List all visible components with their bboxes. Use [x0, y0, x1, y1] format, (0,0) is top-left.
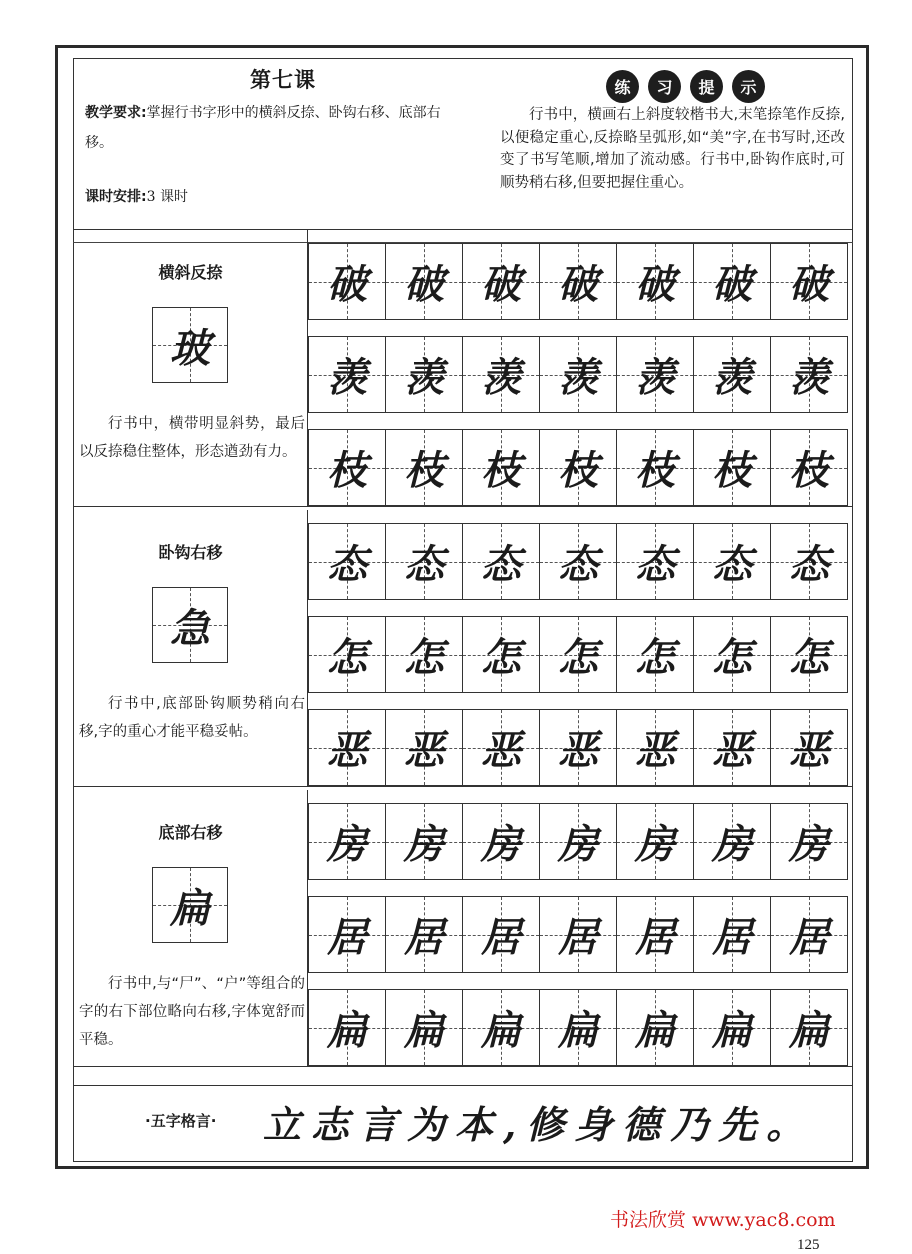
practice-cell — [463, 710, 540, 785]
model-character-box — [152, 587, 228, 663]
practice-character: 态 — [789, 541, 829, 588]
practice-character: 居 — [712, 914, 752, 961]
schedule-text: 3 课时 — [146, 189, 188, 205]
practice-character: 怎 — [481, 634, 521, 681]
practice-character: 恶 — [635, 727, 675, 774]
section-explanation — [73, 510, 308, 786]
practice-cell — [309, 990, 386, 1065]
practice-character: 态 — [327, 541, 367, 588]
practice-cell — [386, 804, 463, 879]
practice-cell — [386, 244, 463, 319]
watermark-link[interactable]: 书法欣赏 www.yac8.com — [610, 1209, 836, 1231]
practice-character: 房 — [789, 821, 829, 868]
practice-character: 扁 — [558, 1007, 598, 1054]
practice-cell — [386, 990, 463, 1065]
page-number: 125 — [797, 1237, 820, 1253]
practice-cell — [694, 337, 771, 412]
practice-character: 扁 — [404, 1007, 444, 1054]
practice-character: 破 — [635, 261, 675, 308]
practice-character: 羡 — [327, 354, 367, 401]
practice-character: 枝 — [635, 447, 675, 494]
practice-cell — [617, 337, 694, 412]
practice-character: 枝 — [789, 447, 829, 494]
practice-character: 破 — [558, 261, 598, 308]
schedule-label: 课时安排: — [85, 189, 147, 205]
practice-cell — [540, 617, 617, 692]
section-explanation — [73, 790, 308, 1066]
lesson-header — [73, 58, 853, 230]
practice-character: 枝 — [327, 447, 367, 494]
practice-row — [308, 709, 848, 786]
practice-character: 态 — [404, 541, 444, 588]
practice-character: 房 — [635, 821, 675, 868]
row-spacer — [308, 693, 848, 709]
practice-character: 居 — [635, 914, 675, 961]
row-spacer — [308, 973, 848, 989]
practice-cell — [463, 337, 540, 412]
practice-cell — [309, 244, 386, 319]
section-explanation — [73, 230, 308, 506]
practice-character: 破 — [789, 261, 829, 308]
practice-character: 怎 — [327, 634, 367, 681]
practice-cell — [309, 524, 386, 599]
practice-character: 恶 — [789, 727, 829, 774]
practice-character: 破 — [327, 261, 367, 308]
practice-cell — [694, 524, 771, 599]
proverb-label: ·五字格言· — [145, 1112, 217, 1130]
requirements-text: 掌握行书字形中的横斜反捺、卧钩右移、底部右移。 — [85, 105, 441, 151]
practice-cell — [540, 430, 617, 505]
practice-cell — [771, 617, 847, 692]
section-description: 行书中,与“尸”、“户”等组合的字的右下部位略向右移,字体宽舒而平稳。 — [79, 976, 305, 1048]
practice-character: 羡 — [481, 354, 521, 401]
practice-character: 房 — [327, 821, 367, 868]
practice-character: 居 — [404, 914, 444, 961]
practice-cell — [540, 804, 617, 879]
section-title: 横斜反捺 — [158, 263, 223, 282]
practice-cell — [540, 524, 617, 599]
practice-character: 态 — [635, 541, 675, 588]
practice-cell — [617, 897, 694, 972]
model-character: 玻 — [170, 324, 210, 372]
practice-character: 怎 — [712, 634, 752, 681]
practice-cell — [540, 244, 617, 319]
practice-cell — [309, 430, 386, 505]
practice-cell — [771, 897, 847, 972]
practice-character: 恶 — [558, 727, 598, 774]
row-spacer — [308, 600, 848, 616]
practice-row — [308, 896, 848, 973]
practice-cell — [463, 524, 540, 599]
practice-character: 破 — [404, 261, 444, 308]
practice-row — [308, 429, 848, 506]
practice-character: 态 — [558, 541, 598, 588]
tips-badge-icon: 示 — [732, 70, 765, 103]
tips-badge-icon: 提 — [690, 70, 723, 103]
practice-cell — [386, 430, 463, 505]
practice-row — [308, 243, 848, 320]
practice-cell — [309, 337, 386, 412]
practice-tips-text: 行书中，横画右上斜度较楷书大,末笔捺笔作反捺,以便稳定重心,反捺略呈弧形,如“美”字,在书写时,还改变了书写笔顺,增加了流动感。行书中,卧钩作底时,可顺势稍右移,但要把握住重心。 — [500, 107, 845, 191]
practice-character: 羡 — [635, 354, 675, 401]
practice-cell — [771, 804, 847, 879]
model-character: 扁 — [170, 884, 210, 932]
practice-character: 居 — [789, 914, 829, 961]
practice-cell — [540, 990, 617, 1065]
practice-character: 枝 — [558, 447, 598, 494]
practice-cell — [386, 617, 463, 692]
practice-character: 恶 — [404, 727, 444, 774]
practice-cell — [617, 990, 694, 1065]
practice-character: 房 — [558, 821, 598, 868]
practice-cell — [617, 524, 694, 599]
practice-character: 房 — [481, 821, 521, 868]
practice-cell — [540, 710, 617, 785]
practice-cell — [463, 430, 540, 505]
practice-cell — [694, 710, 771, 785]
practice-cell — [309, 617, 386, 692]
practice-cell — [309, 897, 386, 972]
practice-character: 居 — [327, 914, 367, 961]
row-spacer — [308, 320, 848, 336]
practice-cell — [463, 804, 540, 879]
practice-cell — [309, 804, 386, 879]
practice-section — [73, 230, 853, 507]
row-spacer — [308, 413, 848, 429]
practice-grid — [308, 803, 848, 1065]
practice-character: 房 — [712, 821, 752, 868]
model-character: 急 — [170, 604, 210, 652]
practice-cell — [694, 244, 771, 319]
practice-cell — [309, 710, 386, 785]
practice-character: 态 — [481, 541, 521, 588]
practice-cell — [694, 990, 771, 1065]
section-description: 行书中，横带明显斜势，最后以反捺稳住整体，形态遒劲有力。 — [79, 416, 305, 460]
practice-cell — [617, 710, 694, 785]
practice-cell — [694, 430, 771, 505]
practice-character: 怎 — [789, 634, 829, 681]
practice-character: 枝 — [481, 447, 521, 494]
practice-character: 羡 — [712, 354, 752, 401]
tips-badge-icon: 习 — [648, 70, 681, 103]
practice-cell — [463, 617, 540, 692]
model-character-box — [152, 307, 228, 383]
practice-cell — [694, 617, 771, 692]
section-title: 底部右移 — [158, 823, 223, 842]
section-title: 卧钩右移 — [158, 543, 223, 562]
practice-character: 居 — [558, 914, 598, 961]
practice-cell — [386, 710, 463, 785]
practice-character: 扁 — [712, 1007, 752, 1054]
practice-cell — [617, 430, 694, 505]
practice-cell — [386, 337, 463, 412]
practice-character: 恶 — [481, 727, 521, 774]
practice-row — [308, 336, 848, 413]
practice-cell — [771, 524, 847, 599]
practice-row — [308, 523, 848, 600]
practice-cell — [617, 617, 694, 692]
row-spacer — [308, 880, 848, 896]
practice-row — [308, 989, 848, 1066]
practice-cell — [771, 337, 847, 412]
practice-character: 羡 — [404, 354, 444, 401]
requirements-label: 教学要求: — [85, 105, 147, 121]
practice-cell — [386, 897, 463, 972]
practice-character: 扁 — [327, 1007, 367, 1054]
practice-cell — [771, 710, 847, 785]
practice-character: 态 — [712, 541, 752, 588]
practice-cell — [463, 990, 540, 1065]
practice-character: 怎 — [404, 634, 444, 681]
practice-character: 破 — [712, 261, 752, 308]
practice-cell — [463, 897, 540, 972]
practice-grid — [308, 523, 848, 785]
practice-character: 枝 — [712, 447, 752, 494]
practice-cell — [617, 244, 694, 319]
practice-cell — [694, 804, 771, 879]
practice-character: 扁 — [635, 1007, 675, 1054]
lesson-title: 第七课 — [250, 68, 316, 92]
practice-grid — [308, 243, 848, 505]
practice-character: 羡 — [558, 354, 598, 401]
practice-cell — [540, 337, 617, 412]
model-character-box — [152, 867, 228, 943]
practice-cell — [771, 430, 847, 505]
practice-section — [73, 510, 853, 787]
practice-character: 扁 — [481, 1007, 521, 1054]
practice-row — [308, 616, 848, 693]
practice-character: 恶 — [327, 727, 367, 774]
practice-cell — [771, 990, 847, 1065]
practice-row — [308, 803, 848, 880]
practice-tips-badges — [606, 70, 765, 103]
practice-cell — [463, 244, 540, 319]
practice-cell — [694, 897, 771, 972]
proverb-box — [73, 1085, 853, 1162]
practice-character: 羡 — [789, 354, 829, 401]
practice-cell — [617, 804, 694, 879]
practice-character: 怎 — [635, 634, 675, 681]
practice-character: 扁 — [789, 1007, 829, 1054]
section-description: 行书中,底部卧钩顺势稍向右移,字的重心才能平稳妥帖。 — [79, 696, 305, 740]
practice-cell — [771, 244, 847, 319]
practice-character: 怎 — [558, 634, 598, 681]
teaching-requirements — [85, 98, 445, 158]
practice-character: 房 — [404, 821, 444, 868]
practice-character: 枝 — [404, 447, 444, 494]
proverb-text: 立志言为本,修身德乃先。 — [263, 1102, 815, 1147]
tips-badge-icon: 练 — [606, 70, 639, 103]
practice-character: 破 — [481, 261, 521, 308]
practice-character: 恶 — [712, 727, 752, 774]
class-schedule — [85, 186, 188, 206]
practice-cell — [386, 524, 463, 599]
practice-character: 居 — [481, 914, 521, 961]
practice-cell — [540, 897, 617, 972]
practice-section — [73, 790, 853, 1067]
